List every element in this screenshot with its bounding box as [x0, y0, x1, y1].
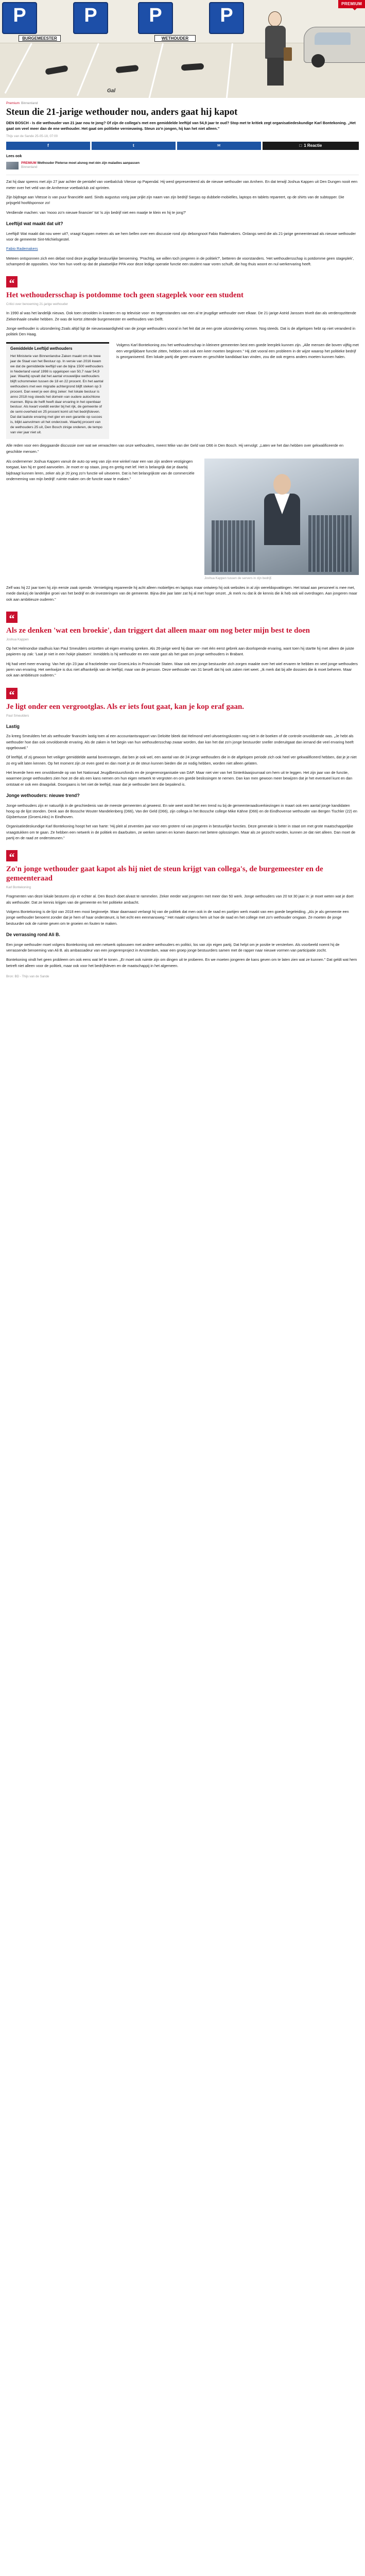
source-note: Bron: BD - Thijs van de Sande: [6, 974, 49, 978]
pull-quote-text: Als ze denken 'wat een broekie', dan triggert dat alleen maar om nog beter mijn best te doen: [6, 626, 310, 635]
body-paragraph: Organisatiedeskundige Karl Bontekoning hoopt het van harte: 'Hij pleit al zeventien jaar voor een grotere rol van jongeren in bestuurlijke functies. Deze generatie is beter in staat om met grote maatschappelijke vraagstukken om te gaan. Ze hebben een netwerk in de politiek en daarbuiten, ze werken samen en komen daarom met betere oplossingen. Maar als ze gezocht worden, kunnen ze dat niet alleen. Dan moet de partij en de raad ze ondersteunen.": [6, 824, 356, 841]
breadcrumb: [6, 101, 359, 106]
body-paragraph: Volgens Karl Bontekoning zou het wethouderschap in kleinere gemeenten best een goede leerplek kunnen zijn. „Alle mensen die boven vijftig met een vergelijkbare functie zitten, hebben ooit ook een keer moeten beginnen." Hij ziet vooral een probleem in de wijze waarop het politieke bedrijf is georganiseerd. Een lokale partij die geen ervaren en geschikte kandidaat kan vinden, zou die ook ergens anders moeten kunnen halen.: [116, 343, 359, 360]
server-rack: [212, 520, 255, 572]
quote-icon: “: [6, 850, 18, 861]
photo-person: [261, 474, 302, 575]
article-lead: DEN BOSCH - Is die wethouder van 21 jaar nou te jong? Of zijn de collega's met een gemiddelde leeftijd van 54,9 jaar te oud? Stop met te kritiek zegt organisatiedeskundige Karl Bontekoning. „Het gaat om veel meer dan de ene wethouder. Het gaat om politieke vernieuwing. Steun zo'n jongen, hij kan het niet alleen.": [6, 121, 356, 131]
cartoonist-signature: Gal: [107, 88, 116, 94]
cartoon-car: [304, 27, 365, 63]
body-paragraph: Zelf was hij 22 jaar toen hij zijn eerste zaak opende. Vernietiging repareerde hij acht alleen mobieltjes en laptops maar ontwierp hij ook websites in al zijn wereldopvattingen. Het totaal aan personeel is mee met, mede dankzij de landelijke groei van het bedrijf en de investeringen van de gemeente. Bijna drie jaar later zat hij al met hoger omzet. „Ik merk nu dat ik de kennis die ik heb ook wil overdragen. Aan jongeren maar ook aan ambitieuze ouderen.": [6, 585, 357, 602]
share-bar: [6, 142, 359, 150]
pull-quote-source: Karl Bontekoning: [6, 886, 31, 890]
body-paragraph: Of leeftijd, of zij gewoon het veiliger gemiddelde aantal bovenrangen, dat ben je ook wel, een aantal van de 24 jonge wethouders die in de afgelopen periode zich ook heel ver gekwalificeerd hebben, dat je je niet zo erg wilt laten kennen. Op het moment zijn ze even goed en dan moet je ze de steun kunnen bieden die ze nodig hebben, worden niet alleen gelaten.: [6, 755, 357, 766]
parking-sign-icon: P: [138, 2, 173, 34]
pull-quote-source: Joshua Kappen: [6, 637, 29, 641]
photo-image[interactable]: [204, 459, 359, 575]
section-heading: Jonge wethouders: nieuwe trend?: [6, 792, 80, 798]
body-paragraph: Hij had veel meer ervaring: Van het zijn 23 jaar al fractieleider voor GroenLinks in Provinciale Staten. Maar ook een jonge bestuurder zich zorgen maakte over het wiel ervaren te hebben en veel jonge wethouders jaren van ervaring. Het werkwijze is dus niet afhankelijk van de leeftijd, maar van de persoon. Deze wethouder van 31 beseft dat hij ook zaken niet weet. „Ik merk dat bij alle dossiers die ik moet beheren. Maar ook aan ambitieuze ouderen.": [6, 661, 358, 678]
parking-sign-icon: P: [2, 2, 37, 34]
body-paragraph: In 1990 al was het landelijk nieuws. Ook toen stroolden in kranten en op televisie voor- en tegenstanders van een al te jeugdige wethouder over elkaar. De 21-jarige Astrid Janssen trivelt dan als verderopzittende Ziekenhaale cewike hebben. Ze was de kortst zittende burgemeester en wethouders van Delft.: [6, 311, 356, 321]
body-paragraph: Zo kreeg Smeulders het als wethouder financiën lastig toen al een accountantsrapport van Deloitte bleek dat Helmond veel uitvoeringskosten nog niet in de boeken of de controle onvoldoende was. „Je hebt als wethouder hoe dan ook onvoldoende ervaring. Als de zaken in het begin van hun wethoudersschap zwaar worden, dan kan het dat zo'n jonge bestuurder sneller onderuitgaat dan iemand die veel ervaring heeft opgebouwd.": [6, 734, 354, 751]
related-premium-badge: PREMIUM: [21, 161, 37, 165]
pull-quote: [6, 684, 359, 718]
comments-button[interactable]: [263, 142, 359, 150]
twitter-share-button[interactable]: [92, 142, 176, 150]
breadcrumb-section[interactable]: Binnenland: [21, 101, 38, 105]
premium-badge: PREMIUM: [338, 0, 365, 8]
pull-quote: [6, 846, 359, 890]
body-paragraph: Op het Helmondse stadhuis kan Paul Smeulders ontzetten uit eigen ervaring spreken. Als 26-jarige werd hij daar ver- met één eerst gebrek aan doorlopende ervaring, want toen hij startte hij met alleen de juiste papieren op zak: 'Laat je niet in een hokje plaatsen'. Inmiddels is hij wethouder en een vaste gast als het gaat om jonge wethouders in Brabant.: [6, 646, 354, 657]
quote-icon: “: [6, 276, 18, 287]
premium-badge-tail: [352, 7, 358, 10]
info-box-body: Het Ministerie van Binnenlandse Zaken maakt om de twee jaar de Staat van het Bestuur op. In versie van 2016 kwam we dat de gemiddelde leeftijd van de bijna 1500 wethouders in Nederland vanaf 1998 is opgelopen van 50,7 naar 54,9 jaar. Waarbij opvalt dat het aantal vrouwelijke wethouders blijft schommelen tussen de 18 en 22 procent. En het aantal wethouders met een migratie achtergrond blijft steken op 3 procent. Dan weet je een ding zeker: het lokale bestuur is anno 2018 nog steeds het domein van oudere autochtone mannen. Bijna de helft heeft daar ervaring in het openbaar bestuur. Als kwart voeldit eerder bij het rijk, de gemeente of de semi-overheid en 25 procent komt uit het bedrijfsleven. Dat dat laatste ervaring met gier en een garantie op succes is, blijkt aanvolmen uit het onderzoek. Waarbij procent van de wethouders 25 uit, Den Bosch zinige onderen, de tempo van vier jaar niet uit.: [10, 354, 103, 434]
breadcrumb-tag[interactable]: Premium: [6, 101, 20, 105]
article-photo[interactable]: [204, 459, 359, 581]
body-paragraph: Meteen ontsponnen zich een debat rond deze jeugdige bestuurlijke benoeming. 'Prachtig, we willen toch jongeren in de politiek?', betteren de voorstanders. 'Het wethoudersschap is potdomme geen stageplek', schamperd de opposities. Voor hen hun voelt op dat de plaatselijke PPA voor deze ledige operatie functie een student naar voren schuift, die hog thuis woont en nul werkervaring heeft.: [6, 256, 354, 266]
comment-icon: □: [299, 143, 302, 148]
info-box: [6, 342, 109, 439]
email-icon: ✉: [217, 143, 221, 148]
info-box-row: [6, 342, 359, 439]
body-paragraph: Verdiende machen: van 'mooo zo'n nieuwe financier' tot 'is zijn bedrijf niet een maatje te klein en hij te jong?': [6, 210, 186, 215]
article-meta: Thijs van de Sande 25-05-18, 07:00: [6, 134, 58, 138]
body-paragraph: Volgens Bontekoning is de lijst van 2018 een mooi beginnetje. Maar daarnaast verlangt hij van de politiek dat men ook in de raad en partijen werk maakt van een goede begeleiding. „Als je als gemeente een jonge wethouder benoemt zonder dat je hem of haar ondersteunt, is het echt een eenmansweg." Het maakt volgens hem uit hoe de raad en het college met zo'n wethouder omgaan. Ze moeten de jonge bestuurder ook de ruimte geven om te groeien en fouten te maken.: [6, 909, 349, 926]
pull-quote: [6, 272, 359, 307]
twitter-icon: t: [133, 143, 134, 148]
body-paragraph: Het leverde hem een onvoldoende op van het Nationaal Jeugdbestuursfonds en de jongerenorganisatie van DAP. Maar niet vier van het Sinterklaasjournaal om hem uit te leggen. Het zijn jaar van de functie, waarmee jonge wethouders zien hoe ze die als een kans nemen om hun eigen netwerk te vergroten en om goede beslissingen te nemen. Dan kan men gewoon meer bewijzen dat je het eventueel kunt en dan ontstaat er ook een draagvlak. Doorgaans is het niet de leeftijd, maar dat je wethouder bent die bepalend is.: [6, 770, 353, 787]
body-paragraph: Bontekoning vindt het geen probleem om ook eens wat lef te tonen. „Er moet ook ruimte zijn om dingen uit te proberen. En we moeten jongeren de kans geven om te laten zien wat ze kunnen." Dat geldt wat hem betreft niet alleen voor de politiek, maar ook voor het bedrijfsleven en de maatschappij in het algemeen.: [6, 957, 357, 968]
related-item-title[interactable]: Wethouder Pieterse moet alsnog met één zijn maladies aanpassen: [37, 161, 140, 165]
body-paragraph: Jonge wethouder is uitzondering Zoals altijd ligt de nieuwswaardigheid van de jonge wethouders vooral in het feit dat ze een grote uitzondering vormen. Nog steeds. Dat is de afgelopen hebt op niet veranderd in politiek Den Haag.: [6, 326, 356, 337]
facebook-share-button[interactable]: [6, 142, 90, 150]
body-paragraph: Zijn bijdrage aan Vitesse is van puur financiële aard. Sinds augustus vorig jaar prijkt zijn naam van zijn bedrijf Sargas op dubbele-mobielles, laptops en tablets repareert, op de shirts van de subtopper. Die prijsgeld hoofdsponsor zo!: [6, 195, 344, 206]
body-link-paragraph: [6, 246, 359, 251]
photo-row: [6, 459, 359, 581]
related-articles: [6, 154, 359, 170]
section-heading: Leeftijd wat maakt dat uit?: [6, 221, 63, 226]
sign-label-burgemeester: BURGEMEESTER: [19, 35, 61, 42]
pull-quote-text: Zo'n jonge wethouder gaat kapot als hij niet de steun krijgt van collega's, de burgemeester en de gemeenteraad: [6, 865, 323, 883]
cartoon-illustration: [0, 0, 365, 98]
body-paragraph: Jonge wethouders zijn er natuurlijk in de geschiedenis van de meeste gemeenten al geweest. En wie weet wordt het een trend nu bij de gemeenteraadsverkiezingen in maart ook een aantal jonge kandidaten hoog op de lijst stonden. Denk aan de Bossche Wouter Mandelenberg (D66), Van der Geld (D66), zijn collega in het Bossche college Mike Kähne (D66) en de Eindhovense wethouder van Bergen Tischler (22) en Gijsbertusse (GroenLinks) in Eindhoven.: [6, 803, 357, 820]
photo-caption: Joshua Kappen tussen de servers in zijn bedrijf.: [204, 577, 272, 581]
cartoon-official-figure: [260, 11, 291, 89]
pull-quote-text: Je ligt onder een vergrootglas. Als er iets fout gaat, kan je kop eraf gaan.: [6, 702, 245, 711]
related-item[interactable]: [6, 161, 359, 170]
info-box-heading: Gemiddelde Leeftijd wethouders: [10, 346, 73, 351]
pull-quote: [6, 607, 359, 642]
body-paragraph: Zat hij daar speens met zijn 27 jaar achter de pentafel van voetbalclub Vitesse op Papendal. Hij werd gepresenteerd als de nieuwe wethouder van Arnhem. En dat terwijl Joshua Kappen uit Den Dungen nooit een meter over het veld van de Arnhemse voetbalclub zal sprinten.: [6, 179, 358, 190]
parking-sign-icon: P: [73, 2, 108, 34]
related-heading: Lees ook: [6, 154, 22, 158]
email-share-button[interactable]: [177, 142, 261, 150]
body-paragraph: Alle reden voor een diepgaande discussie over wat we verwachten van onze wethouders, meent Mike van der Geld van D66 in Den Bosch. Hij vervolgt: „Laten we het dan hebben over gekwalificeerde en geschikte mensen.": [6, 443, 344, 454]
related-item-meta: Binnenland: [21, 165, 38, 170]
quote-icon: “: [6, 688, 18, 699]
body-paragraph: Een jonge wethouder moet volgens Bontekoning ook een netwerk opbouwen met andere wethouders en politici, los van zijn eigen partij. Dat helpt om je positie te versterken. Als voorbeeld noemt hij de verrassende benoeming van Ali B. als ambassadeur van een jongerenproject in Amsterdam, waar een groep jonge bestuurders samen met de rapper naar nieuwe vormen van participatie zocht.: [6, 942, 340, 953]
body-paragraph: Leeftijd! Wat maakt dat nou weer uit?, vraagt Kappen meteen als we hem bellen over een discussie rond zijn debongnoot Fabio Rademakers. Onlangs werd die als 21-jarige gemeenteraad als nieuwe wethouder voor de gemeente Sint-Michielsgestel.: [6, 231, 356, 242]
server-rack: [308, 515, 352, 572]
section-heading: Lastig: [6, 723, 20, 729]
related-thumbnail[interactable]: [6, 162, 19, 170]
pull-quote-source: Paul Smeulders: [6, 714, 29, 718]
sign-label-wethouder: WETHOUDER: [154, 35, 196, 42]
body-paragraph: Als ondernemer Joshua Kappen vanuit de auto op weg van zijn ene winkel naar een van zijn andere vestigingen toegaat, kan hij er goed aanvoelen. Je moet er op staan, jong en gretig met lef. Het is belangrijk dat je daarbij bijdraagt kunnen leren, zeker als je 20 jong zo'n functie wil uitvoeren. Dat is het belangrijkste van de commerciële onderneming van mijn bedrijf: ruimte maken om de functie waar te maken.": [6, 459, 195, 481]
section-heading: De verrassing rond Ali B.: [6, 931, 60, 937]
parking-sign-icon: P: [209, 2, 244, 34]
facebook-icon: f: [47, 143, 49, 148]
pull-quote-source: Critici over benoeming 21-jarige wethouder: [6, 302, 68, 307]
profile-link[interactable]: Fabio Rademakers: [6, 246, 38, 251]
body-paragraph: Fragmenten van deze lokale besturen zijn er echter al. Den Bosch doet alvast te rammelen. Zeker eerder wat jongeren met meer dan 50 werk. Jonge wethouders van 20 tot 30 jaar in: je moet weten wat je doet als wethouder. Dat ze kennis krijgen van de gemeente en het politieke ambacht.: [6, 894, 354, 905]
quote-icon: “: [6, 612, 18, 623]
article-title: Steun die 21-jarige wethouder nou, anders gaat hij kapot: [6, 107, 238, 118]
comments-label: 1 Reactie: [304, 143, 322, 148]
pull-quote-text: Het wethoudersschap is potdomme toch geen stageplek voor een student: [6, 291, 244, 300]
